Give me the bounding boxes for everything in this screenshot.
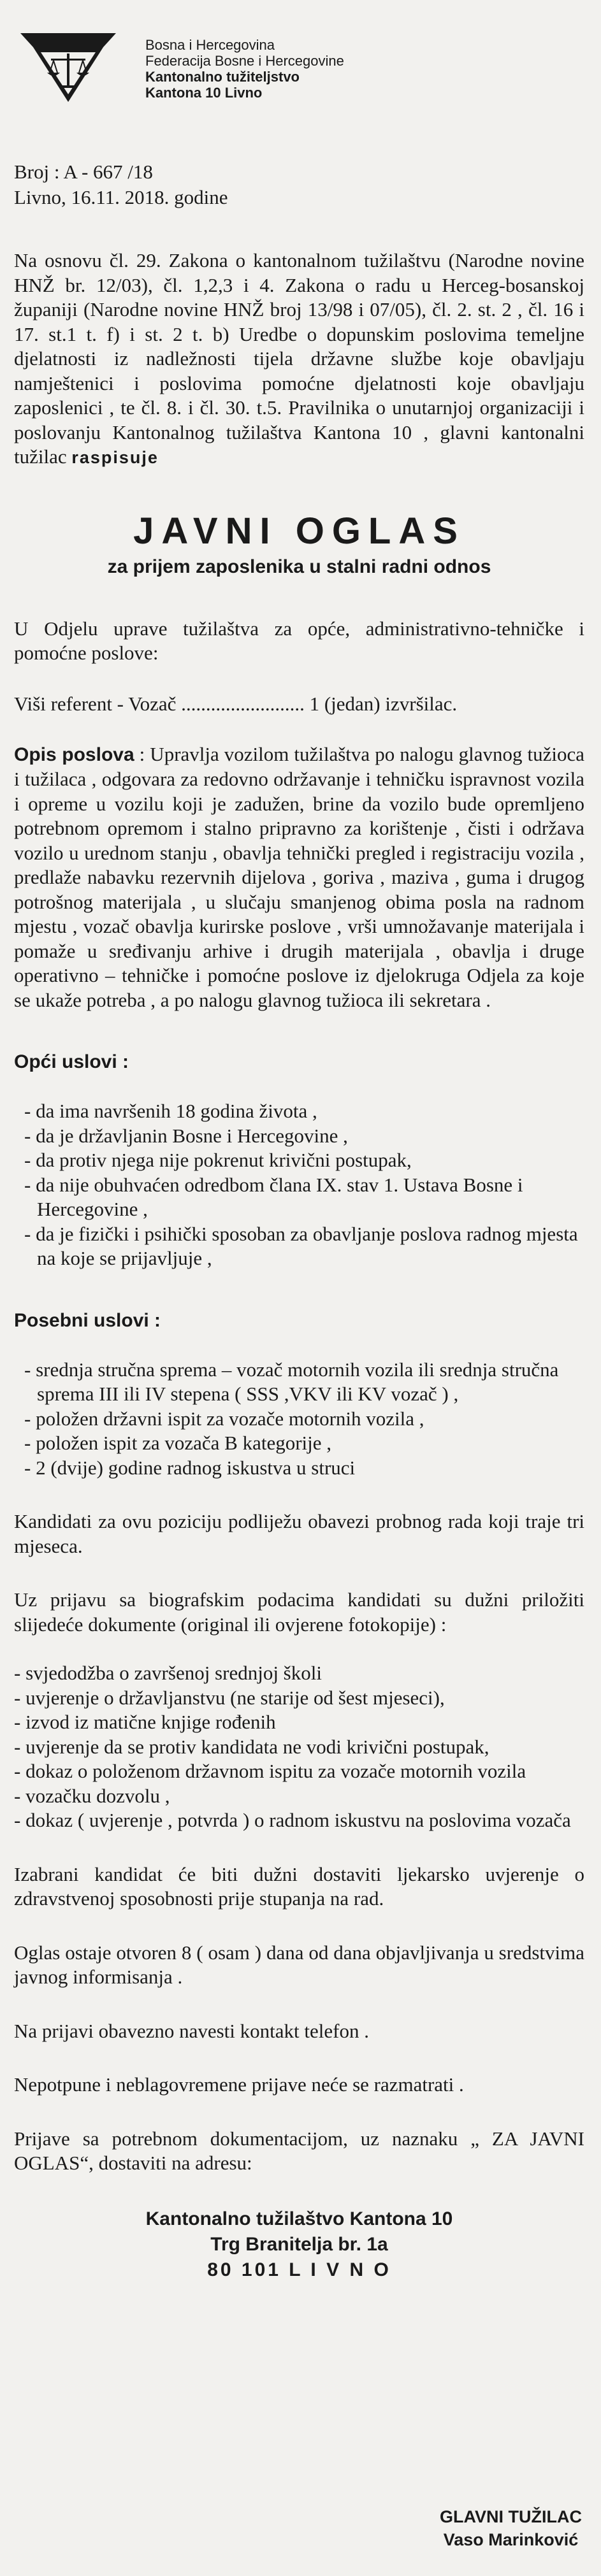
list-item: - da protiv njega nije pokrenut krivični postupak, <box>14 1148 584 1173</box>
list-item: - položen ispit za vozača B kategorije , <box>14 1431 584 1456</box>
list-item: - uvjerenje o državljanstvu (ne starije od šest mjeseci), <box>14 1686 584 1711</box>
documents-list <box>14 1661 584 1833</box>
list-item: - položen državni ispit za vozače motornih vozila , <box>14 1407 584 1432</box>
open-period-text: Oglas ostaje otvoren 8 ( osam ) dana od dana objavljivanja u sredstvima javnog informisanja . <box>14 1941 584 1988</box>
list-item: - dokaz ( uvjerenje , potvrda ) o radnom iskustvu na poslovima vozača <box>14 1808 584 1833</box>
canton-name: Kantona 10 Livno <box>145 85 263 101</box>
address-city: 80 101 L I V N O <box>207 2259 391 2280</box>
probation-text: Kandidati za ovu poziciju podliježu obavezi probnog rada koji traje tri mjeseca. <box>14 1510 584 1557</box>
document-meta <box>14 159 584 210</box>
federation-name: Federacija Bosne i Hercegovine <box>145 53 344 69</box>
list-item: - vozačku dozvolu , <box>14 1784 584 1809</box>
job-description <box>14 742 584 1013</box>
postal-address <box>14 2206 584 2283</box>
special-conditions-heading: Posebni uslovi : <box>14 1309 161 1331</box>
address-street: Trg Branitelja br. 1a <box>210 2233 388 2255</box>
reference-number: Broj : A - 667 /18 <box>14 161 153 183</box>
department-text: U Odjelu uprave tužilaštva za opće, administrativno-tehničke i pomoćne poslove: <box>14 617 584 664</box>
position-line: Viši referent - Vozač ......................... 1 (jedan) izvršilac. <box>14 692 458 715</box>
country-name: Bosna i Hercegovina <box>145 37 275 53</box>
list-item: - dokaz o položenom državnom ispitu za vozače motornih vozila <box>14 1759 584 1784</box>
scales-of-justice-icon <box>14 25 122 105</box>
list-item: - da nije obuhvaćen odredbom člana IX. stav 1. Ustava Bosne i Hercegovine , <box>14 1173 584 1222</box>
list-item: - svjedodžba o završenoj srednjoj školi <box>14 1661 584 1686</box>
document-date: Livno, 16.11. 2018. godine <box>14 186 228 208</box>
phone-note: Na prijavi obavezno navesti kontakt telefon . <box>14 2019 369 2042</box>
list-item: - da je državljanin Bosne i Hercegovine , <box>14 1124 584 1149</box>
legal-basis-paragraph <box>14 248 584 470</box>
signature-block <box>440 2505 582 2551</box>
medical-text: Izabrani kandidat će biti dužni dostaviti ljekarsko uvjerenje o zdravstvenoj sposobnosti prije stupanja na rad. <box>14 1862 584 1910</box>
documents-intro: Uz prijavu sa biografskim podacima kandidati su dužni priložiti slijedeće dokumente (original ili ovjerene fotokopije) : <box>14 1588 584 1636</box>
job-description-label: Opis poslova <box>14 744 134 765</box>
list-item: - srednja stručna sprema – vozač motornih vozila ili srednja stručna sprema III ili IV stepena ( SSS ,VKV ili KV vozač ) , <box>14 1358 584 1407</box>
list-item: - izvod iz matične knjige rođenih <box>14 1710 584 1735</box>
incomplete-note: Nepotpune i neblagovremene prijave neće se razmatrati . <box>14 2073 464 2096</box>
announcement-title: JAVNI OGLAS <box>133 510 465 552</box>
coat-of-arms-logo <box>14 25 122 105</box>
job-description-text: : Upravlja vozilom tužilaštva po nalogu glavnog tužioca i tužilaca , odgovara za redovno održavanje i tehničku ispravnost vozila i opreme u vozilu koji je zadužen, brine da vozilo bude opremljeno potrebnom opremom i stalno pripravno za korištenje , čisti i održava vozilo u urednom stanju , obavlja tehnički pregled i registraciju vozila , predlaže nabavku rezervnih dijelova , goriva , maziva , guma i drugog potrošnog materijala , u slučaju smanjenog obima posla na radnom mjestu , vozač obavlja kurirske poslove , vrši umnožavanje materijala i pomaže u sređivanju arhive i drugih materijala , obavlja i druge operativno – tehničke i pomoćne poslove iz djelokruga Odjela za koje se ukaže potreba , a po nalogu glavnog tužioca ili sekretara . <box>14 742 584 1011</box>
list-item: - da je fizički i psihički sposoban za obavljanje poslova radnog mjesta na koje se prijavljuje , <box>14 1222 584 1271</box>
announcement-subtitle: za prijem zaposlenika u stalni radni odnos <box>107 556 491 577</box>
letterhead <box>14 25 584 121</box>
address-office: Kantonalno tužilaštvo Kantona 10 <box>145 2208 453 2229</box>
legal-basis-text: Na osnovu čl. 29. Zakona o kantonalnom tužilaštvu (Narodne novine HNŽ br. 12/03), čl. 1,2,3 i 4. Zakona o radu u Herceg-bosanskoj županiji (Narodne novine HNŽ broj 13/98 i 07/05), čl. 2. st. 2 , čl. 16 i 17. st.1 t. f) i st. 2 t. b) Uredbe o dopunskim poslovima temeljne djelatnosti iz nadležnosti tijela državne službe koje obavljaju namještenici i poslovima pomoćne djelatnosti koje obavljaju zaposlenici , te čl. 8. i čl. 30. t.5. Pravilnika o unutarnjoj organizaciji i poslovanju Kantonalnog tužilaštva Kantona 10 , glavni kantonalni tužilac <box>14 249 584 468</box>
office-name: Kantonalno tužiteljstvo <box>145 69 300 85</box>
submission-text: Prijave sa potrebnom dokumentacijom, uz naznaku „ ZA JAVNI OGLAS“, dostaviti na adresu: <box>14 2127 584 2174</box>
special-conditions-list <box>14 1358 584 1481</box>
announce-verb: raspisuje <box>71 448 159 467</box>
list-item: - 2 (dvije) godine radnog iskustva u struci <box>14 1456 584 1481</box>
general-conditions-heading: Opći uslovi : <box>14 1051 129 1072</box>
letterhead-text <box>145 37 344 101</box>
signatory-role: GLAVNI TUŽILAC <box>440 2507 582 2526</box>
general-conditions-list <box>14 1099 584 1271</box>
signatory-name: Vaso Marinković <box>443 2530 579 2549</box>
list-item: - da ima navršenih 18 godina života , <box>14 1099 584 1124</box>
list-item: - uvjerenje da se protiv kandidata ne vodi krivični postupak, <box>14 1735 584 1760</box>
